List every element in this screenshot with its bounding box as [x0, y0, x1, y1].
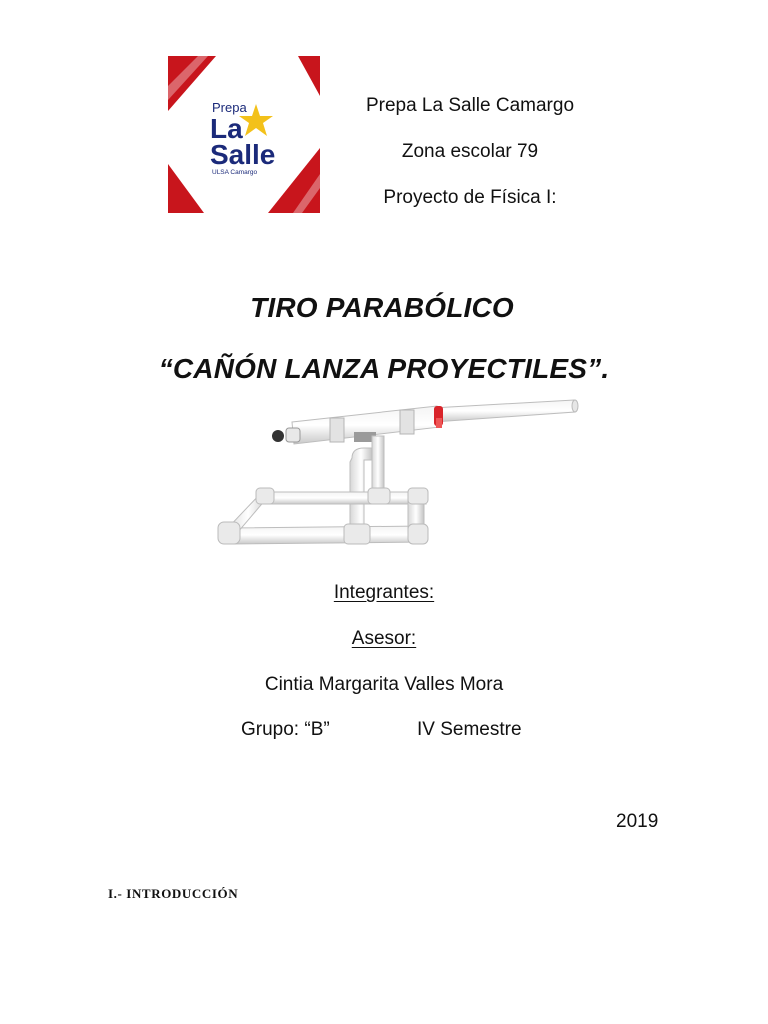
school-name: Prepa La Salle Camargo — [365, 95, 575, 116]
semester-label: IV Semestre — [417, 719, 522, 740]
svg-text:Salle: Salle — [210, 139, 276, 170]
title-line-2: “CAÑÓN LANZA PROYECTILES”. — [158, 353, 610, 384]
svg-text:ULSA Camargo: ULSA Camargo — [212, 169, 258, 176]
title-line-1: TIRO PARABÓLICO — [250, 292, 514, 323]
section-heading: I.- INTRODUCCIÓN — [108, 886, 239, 901]
school-logo — [168, 56, 320, 213]
cannon-photo — [212, 392, 584, 560]
svg-text:Prepa: Prepa — [212, 100, 247, 115]
group-label: Grupo: “B” — [241, 719, 330, 740]
advisor-label: Asesor: — [351, 628, 417, 649]
project-label: Proyecto de Física I: — [383, 187, 557, 208]
members-label: Integrantes: — [333, 582, 435, 603]
advisor-name: Cintia Margarita Valles Mora — [264, 674, 504, 695]
svg-text:La: La — [210, 113, 243, 144]
year-label: 2019 — [616, 811, 659, 832]
school-zone: Zona escolar 79 — [401, 141, 539, 162]
